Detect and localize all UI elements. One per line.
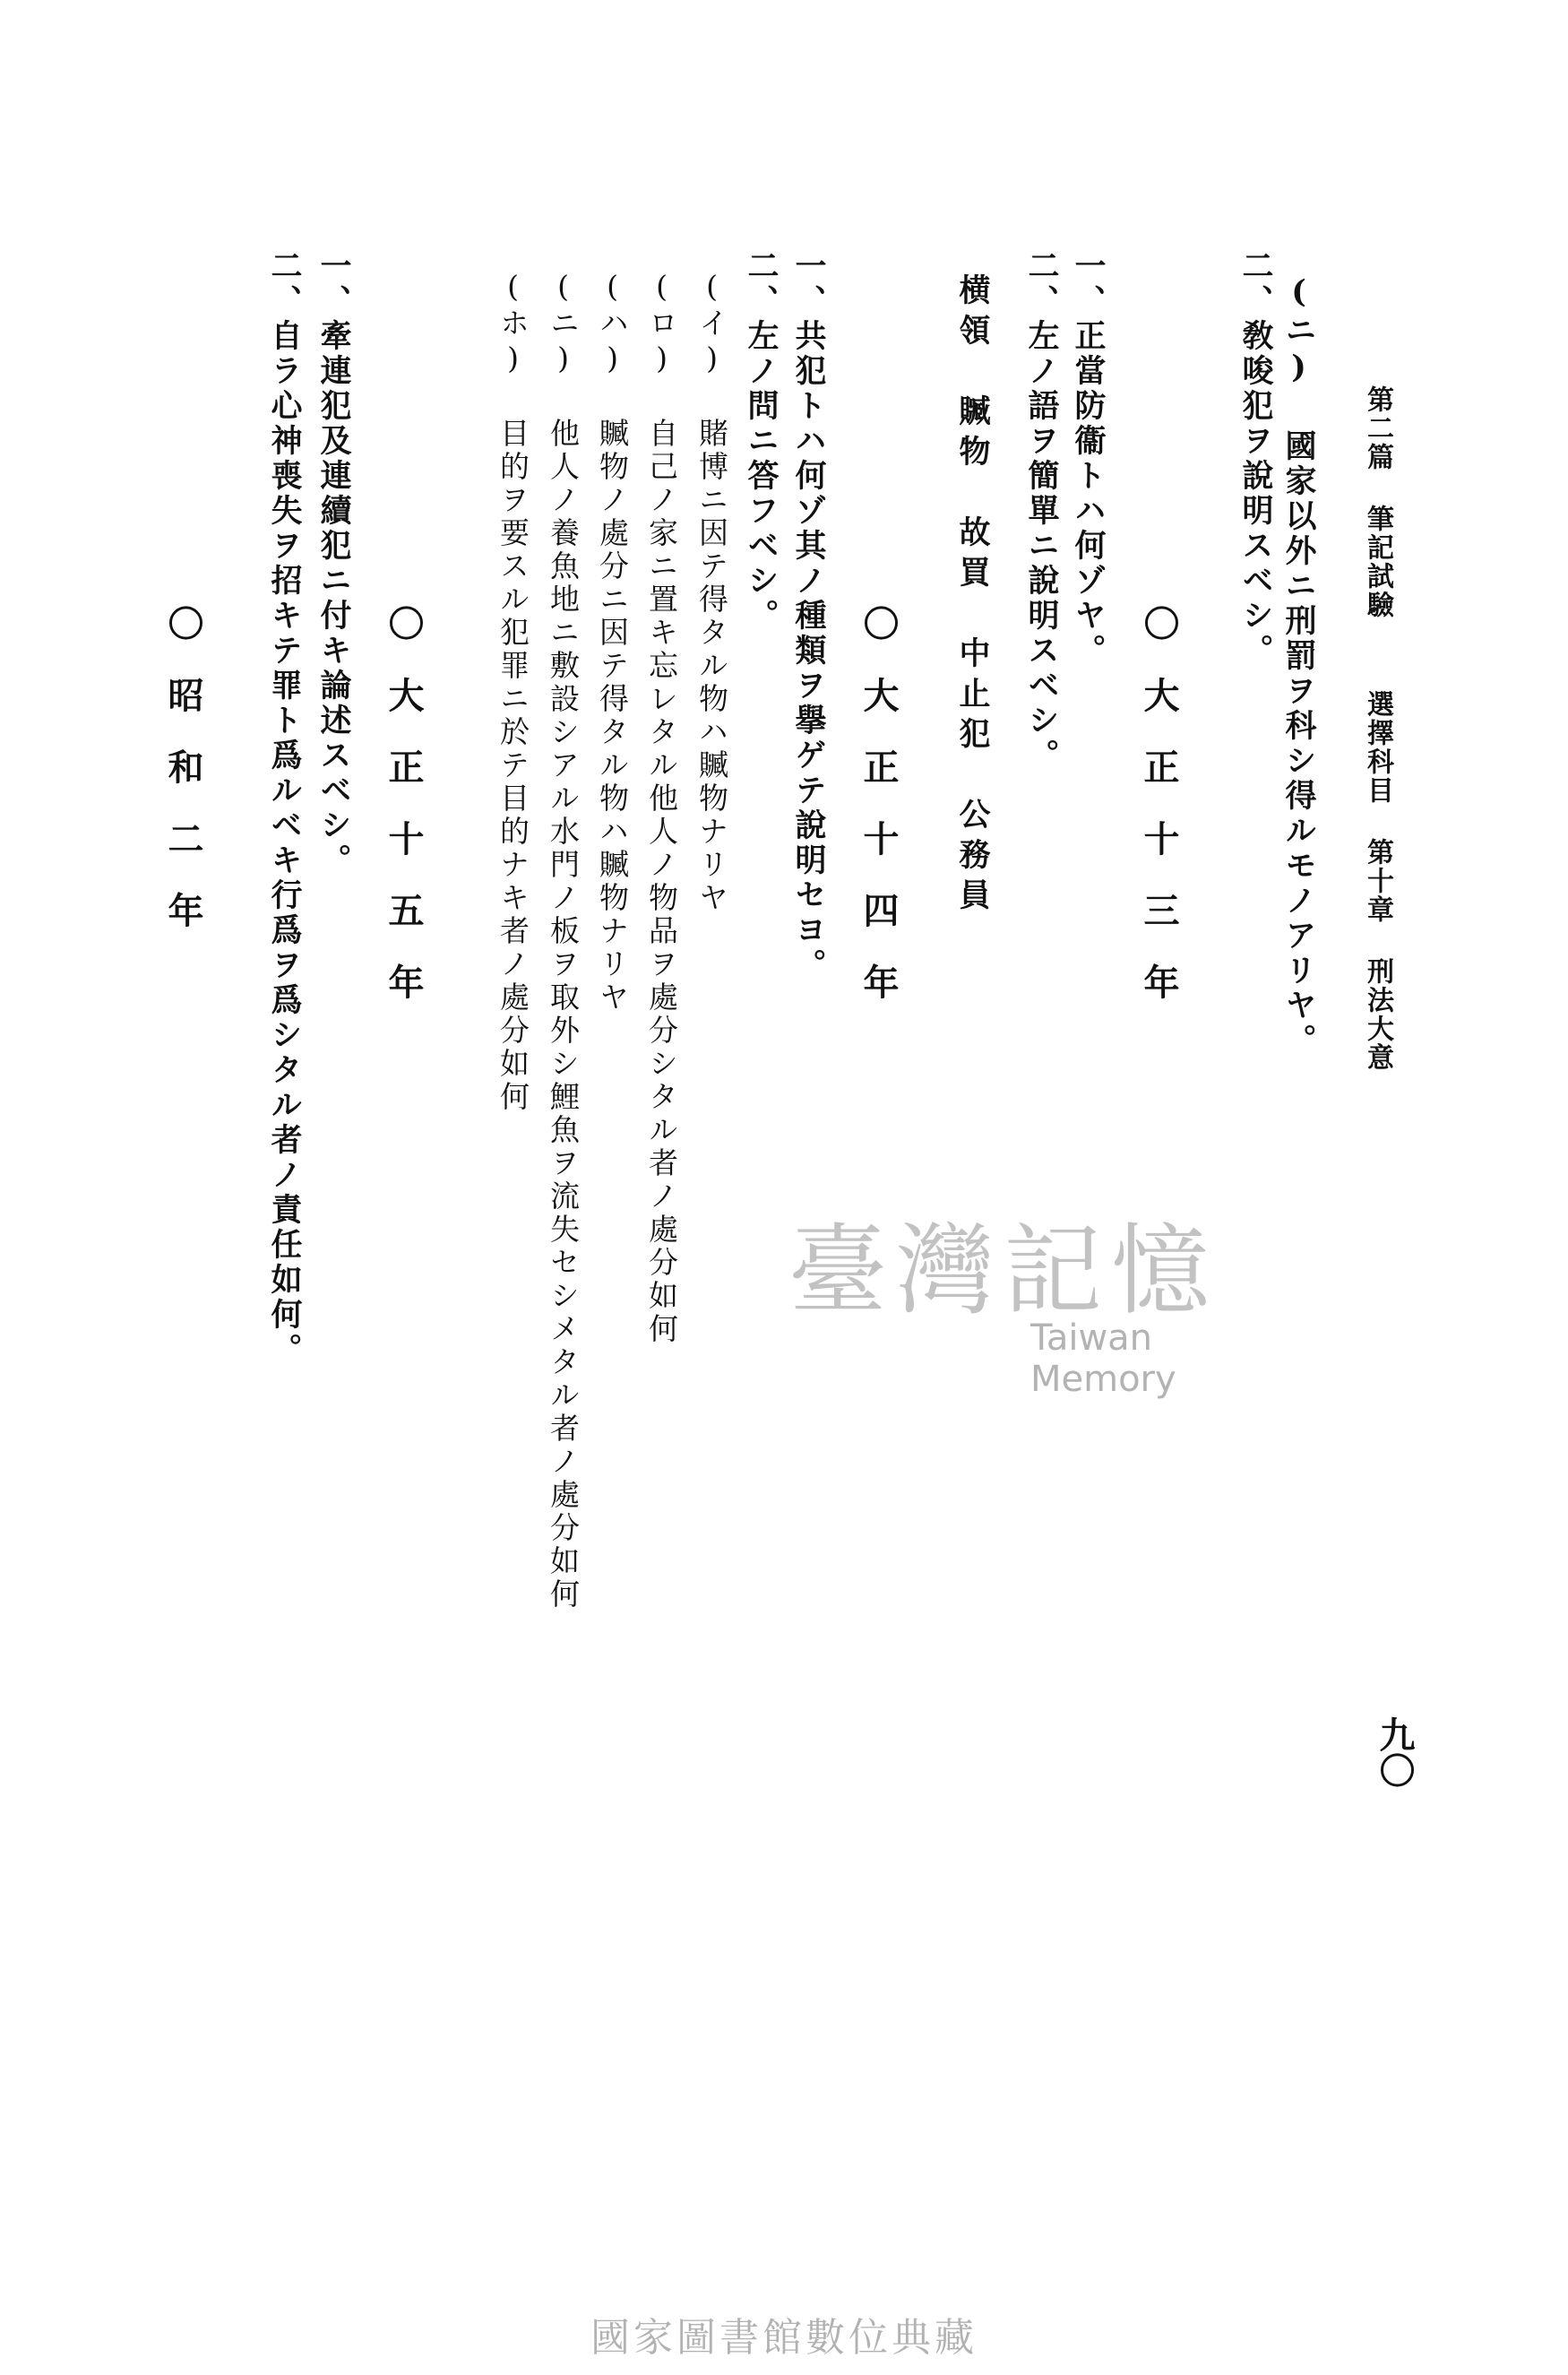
question-column: 二、敎唆犯ヲ說明スベシ。 bbox=[1237, 249, 1274, 669]
year-heading: 〇大正十五年 bbox=[383, 605, 425, 1035]
year-heading: 〇昭和二年 bbox=[162, 605, 204, 963]
subquestion-column: (ホ) 目的ヲ要スル犯罪ニ於テ目的ナキ者ノ處分如何 bbox=[495, 269, 530, 1114]
question-column: 一、牽連犯及連續犯ニ付キ論述スベシ。 bbox=[315, 249, 352, 878]
subquestion-column: (ロ) 自己ノ家ニ置キ忘レタル他人ノ物品ヲ處分シタル者ノ處分如何 bbox=[644, 269, 679, 1346]
question-column: 二、自ラ心神喪失ヲ招キテ罪ト爲ルベキ行爲ヲ爲シタル者ノ責任如何。 bbox=[266, 249, 303, 1368]
watermark-english: Taiwan Memory bbox=[1030, 1317, 1176, 1400]
page-number: 九〇 bbox=[1374, 1716, 1416, 1788]
subquestion-column: (ニ) 他人ノ養魚地ニ敷設シアル水門ノ板ヲ取外シ鯉魚ヲ流失セシメタル者ノ處分如何 bbox=[546, 269, 581, 1611]
question-column: 一、正當防衞トハ何ゾヤ。 bbox=[1070, 249, 1107, 669]
watermark-chinese: 臺灣記憶 bbox=[788, 1213, 1219, 1328]
question-column: (ニ) 國家以外ニ刑罰ヲ科シ得ルモノアリヤ。 bbox=[1280, 273, 1317, 1058]
term-list: 横領 贓物 故買 中止犯 公務員 bbox=[954, 273, 991, 919]
taiwan-memory-watermark bbox=[788, 1192, 1290, 1400]
year-heading: 〇大正十四年 bbox=[857, 605, 900, 1035]
subquestion-column: (ハ) 贓物ノ處分ニ因テ得タル物ハ贓物ナリヤ bbox=[595, 269, 630, 1015]
year-heading: 〇大正十三年 bbox=[1138, 605, 1180, 1035]
header-section: 選擇科目 第十章 刑法大意 bbox=[1362, 690, 1393, 1072]
question-column: 一、共犯トハ何ゾ其ノ種類ヲ擧ゲテ說明セヨ。 bbox=[790, 249, 827, 983]
subquestion-column: (イ) 賭博ニ因テ得タル物ハ贓物ナリヤ bbox=[694, 269, 729, 915]
library-footer: 國家圖書館數位典藏 bbox=[590, 2315, 978, 2361]
question-column: 二、左ノ問ニ答フベシ。 bbox=[743, 249, 780, 634]
question-column: 二、左ノ語ヲ簡單ニ說明スベシ。 bbox=[1023, 249, 1060, 773]
header-part: 第二篇 筆記試驗 bbox=[1362, 385, 1393, 619]
